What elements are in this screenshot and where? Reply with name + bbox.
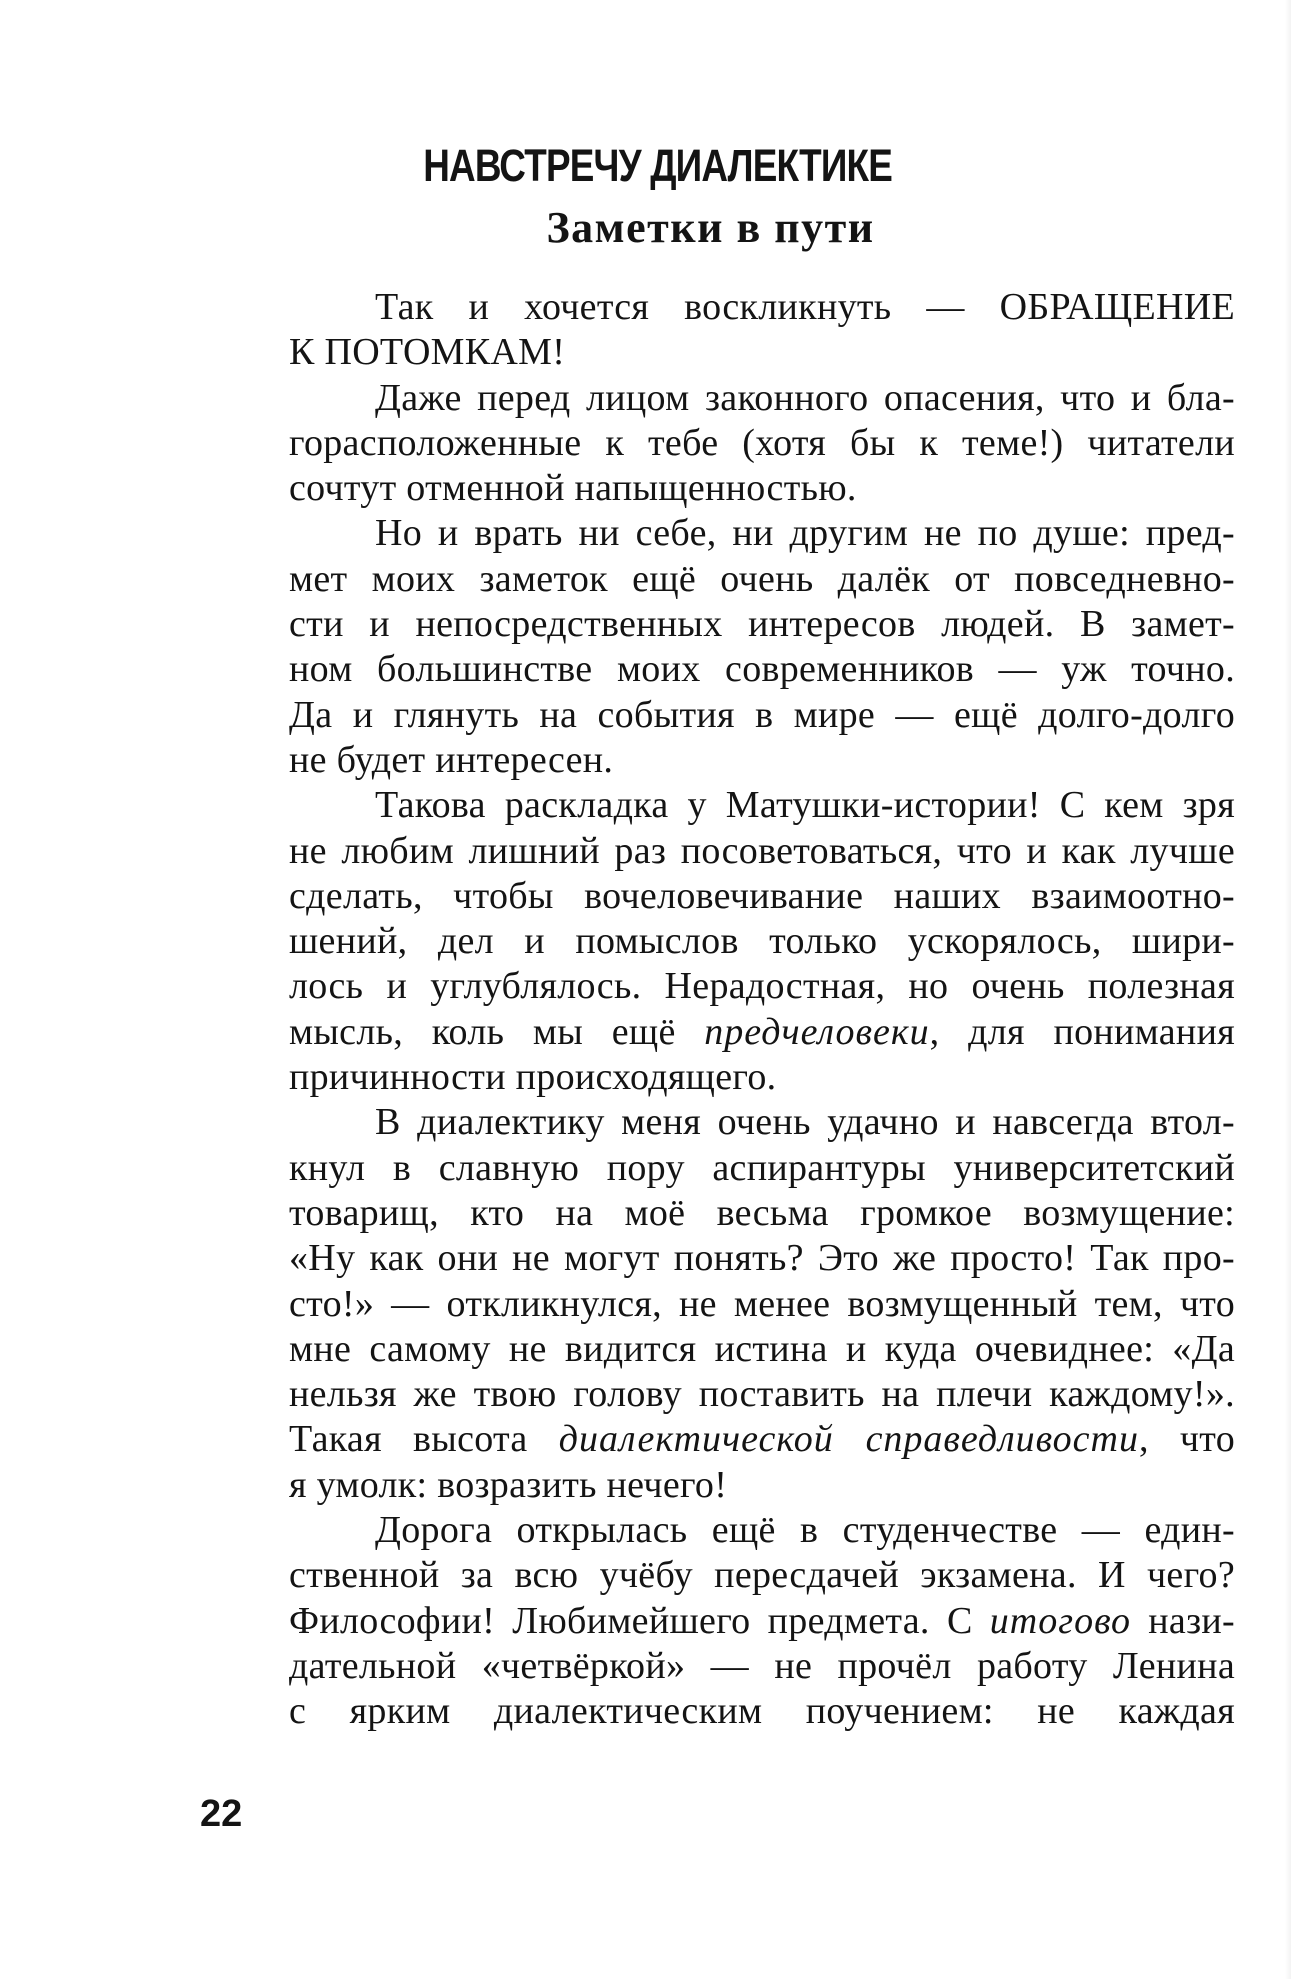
italic-term: диалектической справедливости [558,1418,1139,1461]
paragraph [203,511,1235,783]
page-number: 22 [200,1793,243,1835]
text-line: Да и глянуть на события в мире — ещё долго-долго [289,693,1235,736]
text-line: дательной «четвёркой» — не прочёл работу Ленина [289,1644,1235,1687]
text-line: шений, дел и помыслов только ускорялось, шири- [289,920,1235,963]
body-text [203,285,1235,1735]
text-line: сочтут отменной напыщенностью. [289,467,857,510]
text-line: Даже перед лицом законного опасения, что и бла- [375,376,1235,419]
text-line: сто!» — откликнулся, не менее возмущенный тем, что [289,1282,1235,1325]
text-run: , для понимания [929,1010,1235,1053]
text-line: лось и углублялось. Нерадостная, но очень полезная [289,965,1235,1008]
text-line [203,1599,1235,1644]
page-edge-shadow [1285,0,1291,1979]
text-line: сделать, чтобы вочеловечивание наших взаимоотно- [289,874,1235,917]
paragraph [203,1508,1235,1734]
text-line: кнул в славную пору аспирантуры университетский [289,1146,1235,1189]
text-line: мет моих заметок ещё очень далёк от повседневно- [289,557,1235,600]
paragraph [203,783,1235,1100]
text-line: нельзя же твою голову поставить на плечи каждому!». [289,1373,1235,1416]
paragraph [203,376,1235,512]
text-line: сти и непосредственных интересов людей. В замет- [289,603,1235,646]
text-run: нази- [1131,1599,1235,1642]
text-line: причинности происходящего. [289,1056,777,1099]
text-line [203,1417,1235,1462]
text-line: товарищ, кто на моё весьма громкое возмущение: [289,1191,1235,1234]
italic-term: предчеловеки [704,1010,930,1053]
paragraph [203,1100,1235,1508]
text-line: мне самому не видится истина и куда очевиднее: «Да [289,1327,1235,1370]
text-line: Так и хочется воскликнуть — ОБРАЩЕНИЕ [375,286,1235,328]
text-line: не любим лишний раз посоветоваться, что и как лучше [289,829,1235,872]
text-line: не будет интересен. [289,738,614,781]
chapter-title [128,134,1187,198]
text-line: ном большинстве моих современников — уж точно. [289,648,1235,691]
text-run: мысль, коль мы ещё [289,1010,705,1053]
chapter-subtitle [0,196,1291,260]
text-line: К ПОТОМКАМ! [289,331,566,374]
paragraph [203,285,1235,376]
italic-term: итогово [989,1599,1132,1642]
text-line: я умолк: возразить нечего! [289,1463,728,1506]
text-run: Такая высота [289,1418,559,1461]
text-line: горасположенные к тебе (хотя бы к теме!) читатели [289,421,1235,464]
text-line [203,1010,1235,1055]
text-line: Такова раскладка у Матушки-истории! С кем зря [375,784,1235,827]
text-line: «Ну как они не могут понять? Это же просто! Так про- [289,1237,1235,1280]
chapter-subtitle-text: Заметки в пути [546,203,875,252]
text-line: В диалектику меня очень удачно и навсегда втол- [375,1101,1235,1144]
text-run: , что [1138,1418,1236,1461]
text-line: ственной за всю учёбу пересдачей экзамена. И чего? [289,1554,1235,1597]
text-line: с ярким диалектическим поучением: не каждая [289,1690,1235,1733]
text-line: Но и врать ни себе, ни другим не по душе: пред- [375,512,1235,555]
text-run: Философии! Любимейшего предмета. С [289,1599,990,1642]
chapter-title-text: НАВСТРЕЧУ ДИАЛЕКТИКЕ [423,140,893,191]
text-line: Дорога открылась ещё в студенчестве — един- [375,1509,1235,1552]
